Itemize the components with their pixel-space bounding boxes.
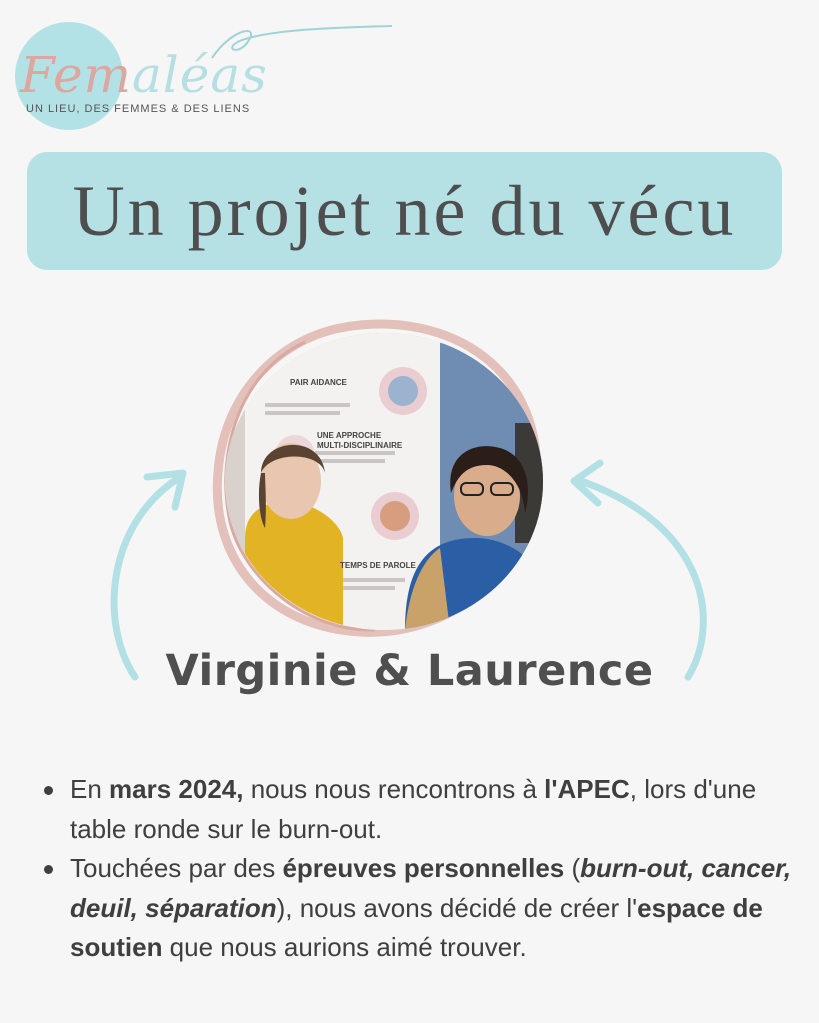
bullet-item bbox=[42, 849, 807, 968]
bullet-text-segment: mars 2024, bbox=[109, 774, 244, 804]
poster-heading-2b: MULTI-DISCIPLINAIRE bbox=[317, 441, 403, 450]
bullet-text-segment: ( bbox=[564, 853, 581, 883]
bullet-text-segment: espace de soutien bbox=[70, 892, 763, 962]
logo-wordmark bbox=[20, 46, 268, 104]
poster-heading-1: PAIR AIDANCE bbox=[290, 378, 347, 387]
story-bullet-list bbox=[42, 770, 807, 968]
bullet-text-segment: En bbox=[70, 774, 110, 804]
logo-tagline: UN LIEU, DES FEMMES & DES LIENS bbox=[26, 103, 251, 115]
founders-photo bbox=[225, 333, 543, 630]
bullet-text-segment: ), nous avons décidé de créer l' bbox=[276, 892, 638, 923]
bullet-text-segment: , lors d'une table ronde sur le burn-out. bbox=[70, 774, 757, 844]
photo-illustration bbox=[225, 333, 543, 630]
bullet-text-segment: burn-out, cancer, deuil, séparation bbox=[70, 853, 792, 923]
bullet-item bbox=[42, 770, 807, 849]
bullet-text-segment: l'APEC bbox=[544, 774, 630, 804]
logo-word-part1: Fem bbox=[20, 46, 132, 104]
poster-heading-2a: UNE APPROCHE bbox=[317, 431, 382, 440]
bullet-text-segment: Touchées par des bbox=[70, 853, 283, 883]
title-banner bbox=[27, 152, 782, 270]
bullet-text-segment: nous nous rencontrons à bbox=[243, 774, 545, 804]
logo bbox=[12, 18, 402, 128]
bullet-text-segment: que nous aurions aimé trouver. bbox=[162, 932, 527, 962]
founder-names: Virginie & Laurence bbox=[165, 646, 654, 696]
logo-word-part2: aléas bbox=[131, 46, 268, 104]
page-title: Un projet né du vécu bbox=[72, 170, 737, 251]
poster-heading-3: TEMPS DE PAROLE bbox=[340, 561, 416, 570]
bullet-text-segment: épreuves personnelles bbox=[282, 853, 565, 883]
